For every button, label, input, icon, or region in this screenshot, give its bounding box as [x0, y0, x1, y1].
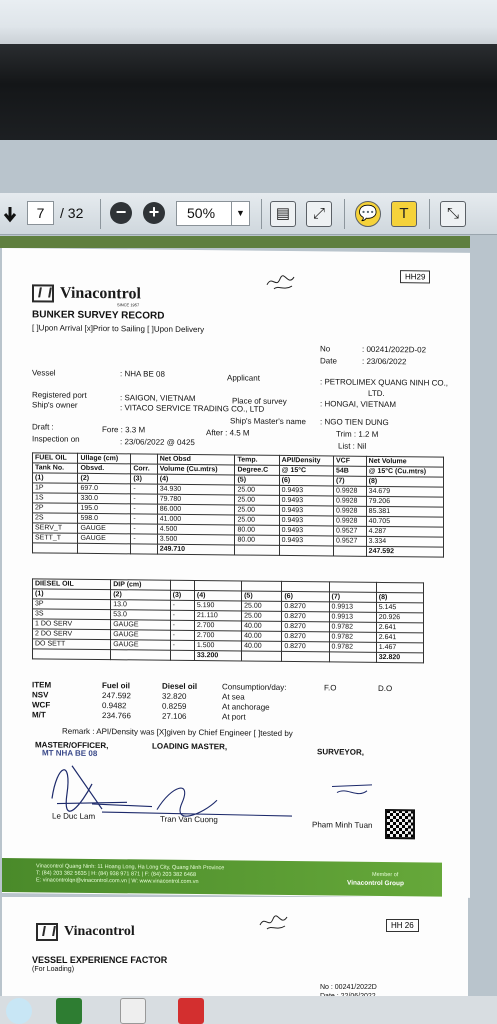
table-cell: 1.500 [194, 641, 241, 651]
fore-value: Fore : 3.3 M [102, 425, 146, 435]
table-cell: 2 DO SERV [33, 629, 111, 640]
table-cell [78, 543, 131, 554]
table-cell: (7) [329, 592, 376, 602]
table-cell: 86.000 [157, 504, 235, 515]
document-title: BUNKER SURVEY RECORD [32, 309, 165, 322]
no-value: : 00241/2022D-02 [362, 344, 427, 355]
since-label: SINCE 1957 [117, 302, 140, 308]
surveyor-label: SURVEYOR, [317, 747, 364, 757]
table-cell: 79.206 [366, 496, 443, 507]
summary-cell: 27.106 [162, 711, 187, 721]
table-cell: 2.700 [194, 631, 241, 641]
table-cell [329, 582, 376, 592]
table-cell: (1) [33, 589, 111, 600]
table-cell: Obsvd. [78, 463, 131, 474]
table-cell: 4.287 [366, 526, 443, 537]
table-cell [333, 546, 366, 556]
table-cell [33, 649, 111, 660]
table-cell: 25.00 [235, 485, 279, 495]
summary-cell: F.O [324, 683, 337, 693]
toolbar-divider [344, 199, 345, 229]
table-cell: - [131, 534, 157, 544]
qr-code-icon [385, 809, 415, 839]
table-cell: 0.8270 [282, 611, 329, 621]
company-name-2: Vinacontrol [64, 924, 135, 939]
table-cell [329, 652, 376, 662]
table-cell: 195.0 [78, 503, 131, 514]
room-ceiling [0, 0, 497, 48]
pdf-toolbar [0, 193, 497, 235]
after-value: After : 4.5 M [206, 428, 250, 438]
place-label: Place of survey [232, 396, 287, 406]
document-title-2: VESSEL EXPERIENCE FACTOR [32, 955, 168, 965]
table-cell: 0.8270 [282, 601, 329, 611]
table-cell: SERV_T [33, 523, 78, 533]
table-cell [131, 544, 157, 554]
table-cell: 0.9928 [333, 486, 366, 496]
fit-width-icon[interactable]: ⤢ [306, 201, 332, 227]
table-cell: DIP (cm) [111, 580, 170, 591]
owner-value: : VITACO SERVICE TRADING CO., LTD [120, 403, 265, 414]
table-cell: 25.00 [235, 515, 279, 525]
zoom-value: 50% [187, 205, 216, 221]
table-cell: 33.200 [194, 651, 241, 661]
loading-master-label: LOADING MASTER, [152, 741, 228, 752]
table-cell: - [131, 504, 157, 514]
table-cell [282, 651, 329, 661]
table-cell: GAUGE [111, 640, 170, 651]
summary-cell: WCF [32, 700, 51, 710]
table-cell: 34.679 [366, 486, 443, 497]
table-cell: 21.110 [194, 611, 241, 621]
taskbar [0, 996, 497, 1024]
summary-cell: 234.766 [102, 711, 131, 721]
applicant-value: : PETROLIMEX QUANG NINH CO., [320, 377, 449, 388]
table-cell: 247.592 [366, 546, 443, 557]
table-cell: 0.9913 [329, 602, 376, 612]
document-app-icon[interactable] [120, 998, 146, 1024]
master-stamp: MT NHA BE 08 [42, 748, 98, 758]
table-cell: 3.334 [366, 536, 443, 547]
table-cell [282, 581, 329, 591]
table-cell: Net Obsd [157, 454, 235, 465]
monitor-bezel [0, 44, 497, 144]
table-cell: 25.00 [242, 611, 282, 621]
table-cell: 330.0 [78, 493, 131, 504]
table-cell: - [131, 514, 157, 524]
page-total-label: / 32 [60, 205, 84, 221]
summary-cell: Diesel oil [162, 681, 198, 692]
registered-port-value: : SAIGON, VIETNAM [120, 393, 196, 404]
table-cell: VCF [333, 456, 366, 466]
table-cell: 0.9493 [279, 525, 333, 536]
table-cell: 2.700 [194, 621, 241, 631]
summary-cell: At port [222, 712, 246, 722]
table-cell: (1) [33, 473, 78, 483]
table-cell: 1S [33, 493, 78, 503]
footer-group: Vinacontrol Group [347, 879, 404, 888]
table-cell: 1.467 [376, 642, 423, 652]
toolbar-divider [100, 199, 101, 229]
table-cell: (7) [333, 476, 366, 486]
table-cell: GAUGE [111, 630, 170, 641]
table-cell: (8) [376, 592, 423, 602]
table-cell: 40.00 [242, 631, 282, 641]
arrow-down-icon [0, 201, 20, 227]
table-cell: 2P [33, 503, 78, 513]
table-cell: 697.0 [78, 483, 131, 494]
toolbar-divider [429, 199, 430, 229]
remark-text: Remark : API/Density was [X]given by Chief Engineer [ ]tested by [62, 726, 293, 739]
table-cell: 40.00 [242, 621, 282, 631]
table-cell: 2.641 [376, 632, 423, 642]
table-cell: (6) [282, 591, 329, 601]
table-cell: 0.9493 [279, 485, 333, 496]
table-cell: 25.00 [242, 601, 282, 611]
summary-cell: At sea [222, 692, 245, 702]
vessel-value: : NHA BE 08 [120, 369, 165, 379]
summary-cell: Consumption/day: [222, 682, 287, 692]
document-subtitle-2: (For Loading) [32, 966, 75, 973]
table-cell: (3) [131, 474, 157, 484]
table-cell: 0.9913 [329, 612, 376, 622]
table-cell [111, 650, 170, 661]
no-label: No [320, 344, 331, 354]
table-cell: 20.926 [376, 612, 423, 622]
footer-line-1: Vinacontrol Quang Ninh: 11 Hoang Long, Ha Long City, Quang Ninh Province [36, 863, 225, 872]
table-cell: 85.381 [366, 506, 443, 517]
table-cell: 0.8270 [282, 641, 329, 651]
table-cell: 54B [333, 466, 366, 476]
fit-page-icon[interactable]: ▤ [270, 201, 296, 227]
diesel-oil-table [32, 578, 424, 663]
table-cell: 0.9782 [329, 622, 376, 632]
footer-line-3: E: vinacontrolqn@vinacontrol.com.vn | W: www.vinacontrol.com.vn [36, 877, 199, 886]
summary-cell: 32.820 [162, 691, 187, 701]
table-cell: (2) [111, 590, 170, 601]
master-value: : NGO TIEN DUNG [320, 417, 389, 428]
table-cell: 41.000 [157, 514, 235, 525]
table-cell: 34.930 [157, 484, 235, 495]
excel-app-icon[interactable] [56, 998, 82, 1024]
table-cell: - [131, 484, 157, 494]
table-cell: 0.9782 [329, 642, 376, 652]
summary-cell: 0.9482 [102, 701, 127, 711]
table-cell [376, 582, 423, 592]
vinacontrol-logo-icon [36, 923, 58, 941]
table-cell: 598.0 [78, 513, 131, 524]
summary-cell: ITEM [32, 680, 52, 690]
table-cell: (5) [242, 591, 282, 601]
table-cell: (4) [157, 474, 235, 485]
pdf-app-icon[interactable] [178, 998, 204, 1024]
zalo-app-icon[interactable] [6, 998, 32, 1024]
table-cell: 0.8270 [282, 621, 329, 631]
company-name: Vinacontrol [60, 284, 141, 303]
table-cell: 0.9493 [279, 535, 333, 546]
table-cell: - [170, 600, 194, 610]
table-cell: 40.705 [366, 516, 443, 527]
table-cell: Ullage (cm) [78, 453, 131, 464]
toolbar-divider [261, 199, 262, 229]
summary-cell: At anchorage [222, 702, 270, 712]
table-cell: 0.8270 [282, 631, 329, 641]
table-cell: 0.9928 [333, 506, 366, 516]
table-cell: 32.820 [376, 652, 423, 662]
summary-cell: NSV [32, 690, 49, 700]
table-cell: Degree.C [235, 465, 279, 475]
table-cell: 0.9493 [279, 515, 333, 526]
table-cell [242, 651, 282, 661]
table-cell: 0.9493 [279, 505, 333, 516]
table-cell: 0.9782 [329, 632, 376, 642]
signer-1: Le Duc Lam [52, 811, 96, 821]
owner-label: Ship's owner [32, 400, 78, 410]
table-cell: 0.9928 [333, 516, 366, 526]
table-cell: @ 15°C [279, 465, 333, 476]
table-cell: GAUGE [78, 533, 131, 544]
page-number-input[interactable]: 7 [27, 201, 54, 225]
handwritten-mark-icon [264, 271, 300, 293]
chevron-down-icon: ▼ [231, 202, 249, 225]
table-cell: 40.00 [242, 641, 282, 651]
zoom-in-button[interactable]: + [143, 202, 165, 224]
inspection-label: Inspection on [32, 434, 80, 444]
vessel-label: Vessel [32, 368, 56, 378]
table-cell: 4.500 [157, 524, 235, 535]
handwritten-mark-icon [257, 911, 293, 933]
table-cell: 2S [33, 513, 78, 523]
no-value-2: No : 00241/2022D [320, 984, 377, 991]
table-cell [170, 650, 194, 660]
table-cell: Corr. [131, 464, 157, 474]
table-cell: (5) [235, 475, 279, 485]
table-cell: 80.00 [235, 525, 279, 535]
table-cell: Tank No. [33, 463, 78, 473]
table-cell: DIESEL OIL [33, 579, 111, 590]
zoom-out-button[interactable]: − [110, 202, 132, 224]
table-cell: 80.00 [235, 535, 279, 545]
table-cell: (3) [170, 590, 194, 600]
summary-cell: M/T [32, 710, 46, 720]
master-officer-label: MASTER/OFFICER, [35, 740, 109, 751]
table-cell: - [170, 630, 194, 640]
footer-line-2: T: (84) 203 382 5635 | H: (84) 938 971 871 | F: (84) 203 382 6468 [36, 870, 197, 879]
table-cell: (2) [78, 473, 131, 484]
table-cell [279, 545, 333, 556]
vinacontrol-logo-icon [32, 284, 54, 302]
summary-cell: 247.592 [102, 691, 131, 701]
pdf-page-bunker-survey [2, 248, 470, 898]
summary-cell: D.O [378, 683, 393, 694]
table-cell: Volume (Cu.mtrs) [157, 464, 235, 475]
table-cell: Net Volume [366, 456, 443, 467]
signer-3: Pham Minh Tuan [312, 820, 373, 830]
table-cell: (6) [279, 475, 333, 486]
table-cell: - [170, 610, 194, 620]
date-value: : 23/06/2022 [362, 356, 407, 367]
inspection-value: : 23/06/2022 @ 0425 [120, 437, 195, 448]
highlight-icon[interactable]: T [391, 201, 417, 227]
table-cell: SETT_T [33, 533, 78, 543]
registered-port-label: Registered port [32, 390, 87, 400]
table-cell [33, 543, 78, 553]
table-cell: 3.500 [157, 534, 235, 545]
table-cell: 0.9527 [333, 526, 366, 536]
next-page-button[interactable] [0, 201, 20, 227]
table-cell: 3S [33, 609, 111, 620]
signer-2: Tran Van Cuong [160, 814, 218, 825]
table-cell: 0.9928 [333, 496, 366, 506]
table-cell: (4) [194, 591, 241, 601]
table-cell: DO SETT [33, 639, 111, 650]
form-code: HH29 [400, 270, 430, 283]
table-cell: - [170, 640, 194, 650]
page-top-strip [0, 236, 470, 248]
table-cell: 25.00 [235, 495, 279, 505]
table-cell: API/Density [279, 455, 333, 466]
place-value: : HONGAI, VIETNAM [320, 399, 397, 410]
fullscreen-icon[interactable]: ⤡ [440, 201, 466, 227]
applicant-label: Applicant [227, 373, 260, 383]
footer-member: Member of [372, 871, 399, 879]
trim-value: Trim : 1.2 M [336, 429, 379, 439]
table-cell: FUEL OIL [33, 453, 78, 463]
table-cell [131, 454, 157, 464]
table-cell: 13.0 [111, 600, 170, 611]
date-label: Date [320, 356, 337, 366]
form-code-2: HH 26 [386, 919, 419, 932]
footer-band [2, 858, 442, 897]
table-cell: 5.190 [194, 601, 241, 611]
table-cell: GAUGE [111, 620, 170, 631]
table-cell: 2.641 [376, 622, 423, 632]
table-cell: 1P [33, 483, 78, 493]
master-label: Ship's Master's name [230, 416, 306, 427]
table-cell: @ 15°C (Cu.mtrs) [366, 466, 443, 477]
survey-options: [ ]Upon Arrival [x]Prior to Sailing [ ]Upon Delivery [32, 323, 205, 335]
table-cell: 79.780 [157, 494, 235, 505]
table-cell: 249.710 [157, 544, 235, 555]
summary-cell: 0.8259 [162, 701, 187, 711]
table-cell: - [131, 524, 157, 534]
table-cell: GAUGE [78, 523, 131, 534]
comment-icon[interactable]: 💬 [355, 201, 381, 227]
applicant-value-2: LTD. [368, 388, 385, 399]
summary-cell: Fuel oil [102, 681, 130, 691]
table-cell: 0.9493 [279, 495, 333, 506]
zoom-select[interactable] [176, 201, 250, 226]
table-cell: 3P [33, 599, 111, 610]
table-cell: Temp. [235, 455, 279, 465]
table-cell [170, 580, 194, 590]
table-cell: 53.0 [111, 610, 170, 621]
table-cell: (8) [366, 476, 443, 487]
list-value: List : Nil [338, 441, 367, 451]
table-cell [235, 545, 279, 555]
table-cell: - [131, 494, 157, 504]
table-cell: 0.9527 [333, 536, 366, 546]
table-cell [242, 581, 282, 591]
table-cell: 5.145 [376, 602, 423, 612]
fuel-oil-table [32, 452, 444, 557]
table-cell: - [170, 620, 194, 630]
table-cell: 25.00 [235, 505, 279, 515]
table-cell [194, 581, 241, 591]
table-cell: 1 DO SERV [33, 619, 111, 630]
draft-label: Draft : [32, 422, 54, 432]
